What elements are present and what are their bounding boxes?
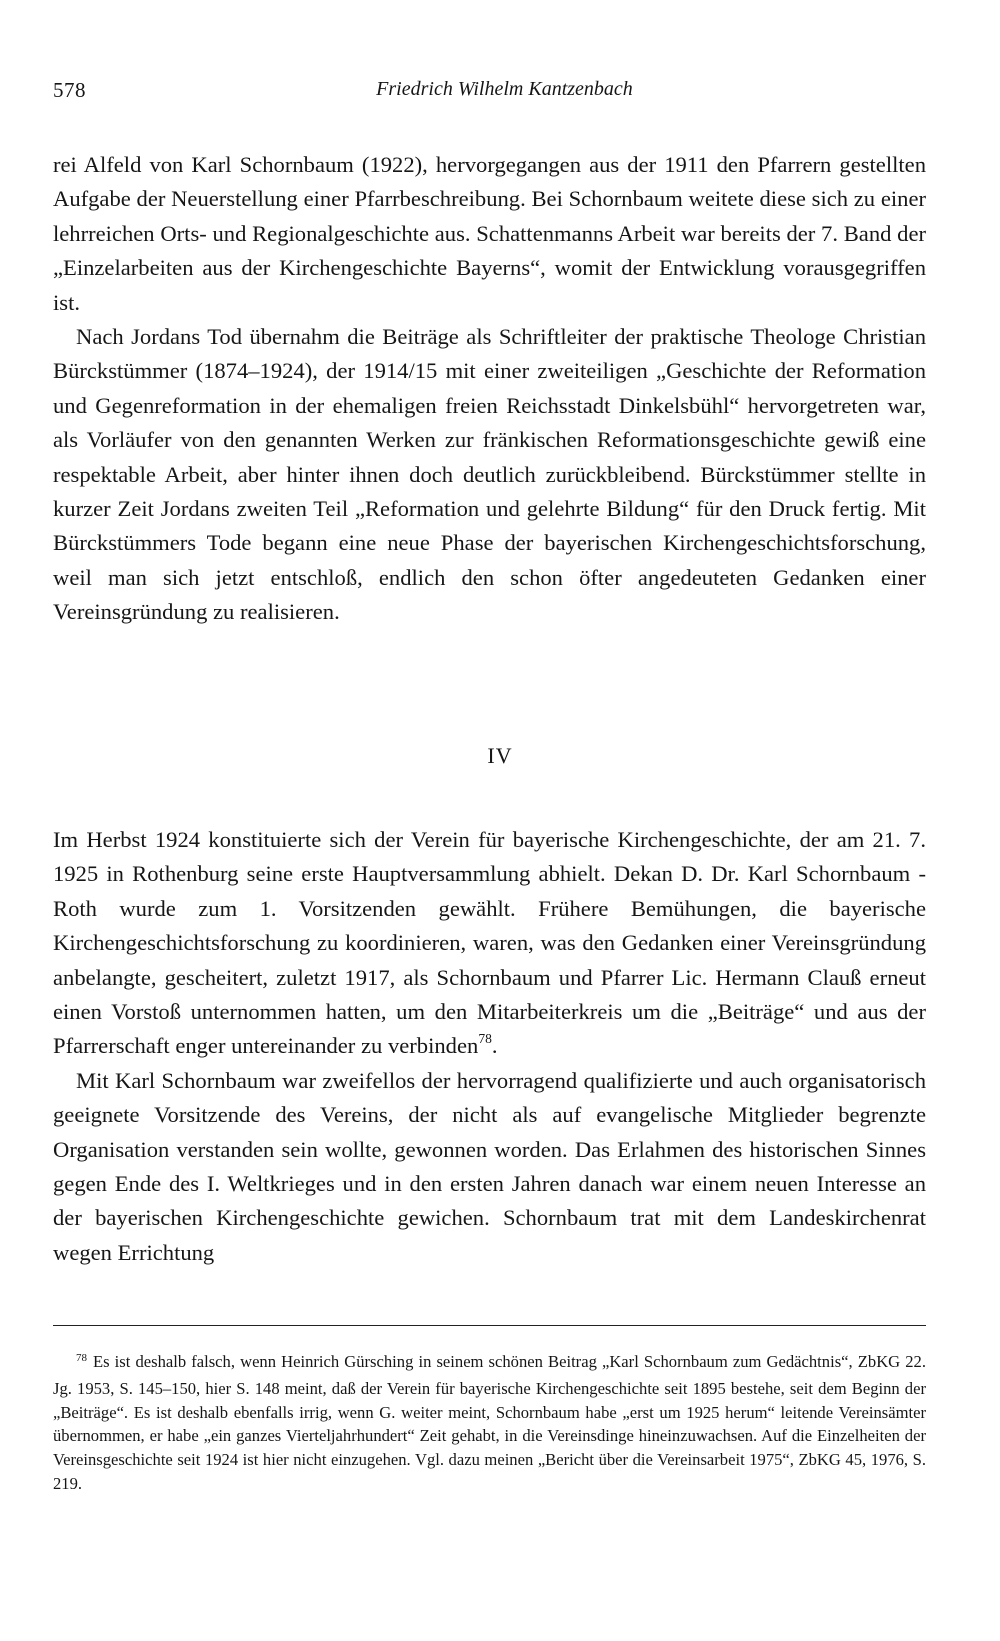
footnotes xyxy=(53,1350,926,1496)
paragraph-4: Mit Karl Schornbaum war zweifellos der hervorragend qualifizierte und auch organisatorisch geeignete Vorsitzende des Vereins, der nicht als auf evangelische Mitglieder begrenzte Organisation verstanden sein wollte, gewonnen worden. Das Erlahmen des historischen Sinnes gegen Ende des I. Weltkrieges und in den ersten Jahren danach war einem neuen Interesse an der bayerischen Kirchengeschichte gewichen. Schornbaum trat mit dem Landeskirchenrat wegen Errichtung xyxy=(53,1067,926,1265)
paragraph-3-end: . xyxy=(491,1033,498,1059)
footnote-text: Es ist deshalb falsch, wenn Heinrich Gürsching in seinem schönen Beitrag „Karl Schornbaum zum Gedächtnis“, ZbKG 22. Jg. 1953, S. 145–150, hier S. 148 meint, daß der Verein für bayerische Kirchengeschichte seit 1895 bestehe, seit dem Beginn der „Beiträge“. Es ist deshalb ebenfalls irrig, wenn G. weiter meint, Schornbaum habe „erst um 1925 herum“ leitende Vereinsämter übernommen, er habe „ein ganzes Vierteljahrhundert“ Zeit gehabt, in die Vereinsdinge hineinzuwachsen. Auf die Einzelheiten der Vereinsgeschichte seit 1924 ist hier nicht einzugehen. Vgl. dazu meinen „Bericht über die Vereinsarbeit 1975“, ZbKG 45, 1976, S. 219. xyxy=(53,1352,926,1493)
page-header xyxy=(53,78,926,106)
body-text-top xyxy=(53,148,926,630)
section-heading: IV xyxy=(487,743,513,768)
paragraph-2: Nach Jordans Tod übernahm die Beiträge als Schriftleiter der praktische Theologe Christian Bürckstümmer (1874–1924), der 1914/15 mit einer zweiteiligen „Geschichte der Reformation und Gegenreformation in der ehemaligen freien Reichsstadt Dinkelsbühl“ hervorgetreten war, als Vorläufer von den genannten Werken zur fränkischen Reformationsgeschichte gewiß eine respektable Arbeit, aber hinter ihnen doch deutlich zurückbleibend. Bürckstümmer stellte in kurzer Zeit Jordans zweiten Teil „Reformation und gelehrte Bildung“ für den Druck fertig. Mit Bürckstümmers Tode begann eine neue Phase der bayerischen Kirchengeschichtsforschung, weil man sich jetzt entschloß, endlich den schon öfter angedeuteten Gedanken einer Vereinsgründung zu realisieren. xyxy=(53,324,926,625)
footnote-78 xyxy=(53,1350,926,1496)
paragraph-3 xyxy=(53,823,926,1064)
footnote-divider xyxy=(53,1325,926,1326)
running-title: Friedrich Wilhelm Kantzenbach xyxy=(376,78,633,100)
footnote-reference[interactable]: 78 xyxy=(478,1030,492,1046)
body-text-bottom xyxy=(53,823,926,1270)
paragraph-1: rei Alfeld von Karl Schornbaum (1922), hervorgegangen aus der 1911 den Pfarrern gestellten Aufgabe der Neuerstellung einer Pfarrbeschreibung. Bei Schornbaum weitete diese sich zu einer lehrreichen Orts- und Regionalgeschichte aus. Schattenmanns Arbeit war bereits der 7. Band der „Einzelarbeiten aus der Kirchengeschichte Bayerns“, womit der Entwicklung vorausgegriffen ist. xyxy=(53,152,926,315)
paragraph-3-text: Im Herbst 1924 konstituierte sich der Verein für bayerische Kirchengeschichte, der am 21. 7. 1925 in Rothenburg seine erste Hauptversammlung abhielt. Dekan D. Dr. Karl Schornbaum - Roth wurde zum 1. Vorsitzenden gewählt. Frühere Bemühungen, die bayerische Kirchengeschichtsforschung zu koordinieren, waren, was den Gedanken einer Vereinsgründung anbelangte, gescheitert, zuletzt 1917, als Schornbaum und Pfarrer Lic. Hermann Clauß erneut einen Vorstoß unternommen hatten, um den Mitarbeiterkreis um die „Beiträge“ und aus der Pfarrerschaft enger untereinander zu verbinden xyxy=(53,827,926,1059)
footnote-marker: 78 xyxy=(76,1352,87,1364)
page-number: 578 xyxy=(53,78,86,102)
